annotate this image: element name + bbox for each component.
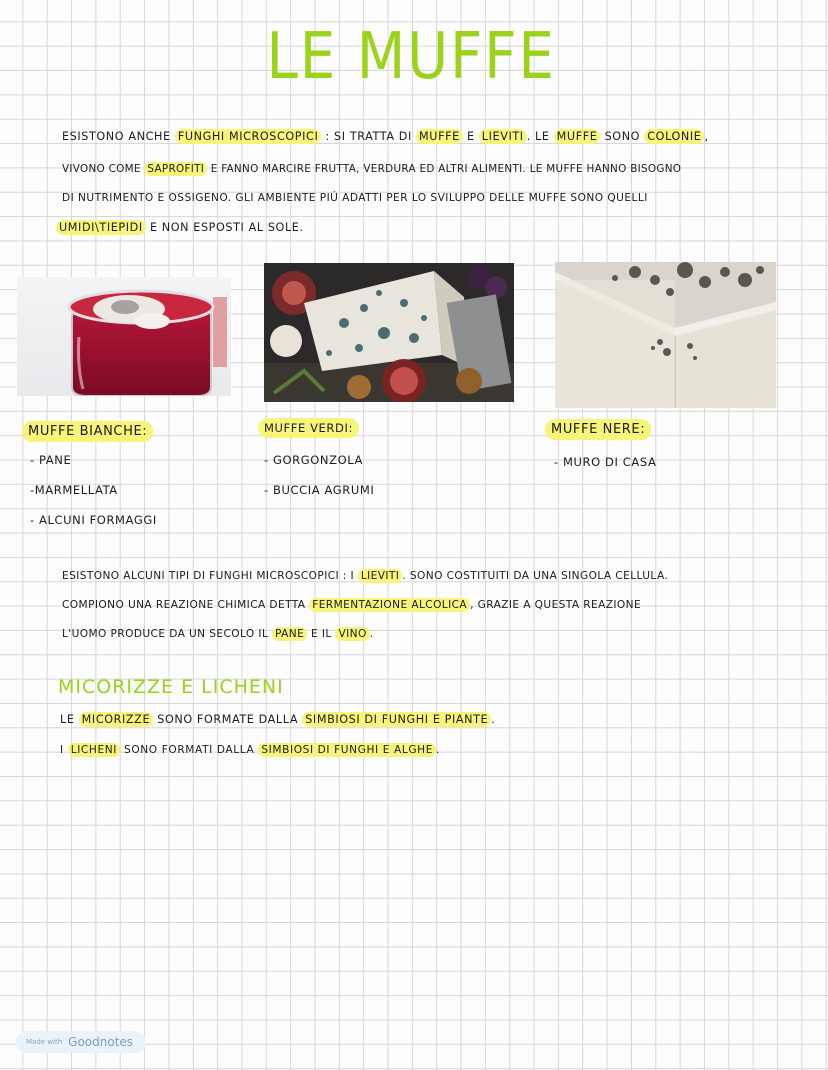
brand-label: Goodnotes [68,1035,134,1049]
micorizze-line: LE MICORIZZE SONO FORMATE DALLA SIMBIOSI DI FUNGHI E PIANTE . [60,713,496,726]
yeast-line-1: ESISTONO ALCUNI TIPI DI FUNGHI MICROSCOPICI : I LIEVITI . SONO COSTITUITI DA UNA SINGOLA CELLULA. [62,570,669,582]
list-green-item: - GORGONZOLA [264,453,363,467]
jam-mould-photo [17,277,231,396]
intro-line-1: ESISTONO ANCHE FUNGHI MICROSCOPICI : SI TRATTA DI MUFFE E LIEVITI . LE MUFFE SONO COLONIE , [62,130,709,143]
list-white-item: - ALCUNI FORMAGGI [30,513,157,527]
intro-line-4: UMIDI\TIEPIDI E NON ESPOSTI AL SOLE. [56,222,304,233]
list-white-item: -MARMELLATA [30,483,118,497]
goodnotes-badge [16,1031,146,1053]
made-with-label: Made with [26,1038,63,1046]
intro-line-2: VIVONO COME SAPROFITI E FANNO MARCIRE FRUTTA, VERDURA ED ALTRI ALIMENTI. LE MUFFE HANNO BISOGNO [62,163,682,175]
licheni-line: I LICHENI SONO FORMATI DALLA SIMBIOSI DI FUNGHI E ALGHE . [60,744,440,756]
list-black-item: - MURO DI CASA [554,455,657,469]
yeast-line-3: L'UOMO PRODUCE DA UN SECOLO IL PANE E IL VINO . [62,628,374,640]
list-green-item: - BUCCIA AGRUMI [264,483,375,497]
section-title-micorizze: MICORIZZE E LICHENI [58,676,284,698]
list-black-heading: MUFFE NERE: [545,422,651,437]
list-green-heading: MUFFE VERDI: [258,421,359,435]
list-white-heading: MUFFE BIANCHE: [22,424,153,439]
list-white-item: - PANE [30,453,72,467]
gorgonzola-photo [264,263,514,402]
yeast-line-2: COMPIONO UNA REAZIONE CHIMICA DETTA FERMENTAZIONE ALCOLICA , GRAZIE A QUESTA REAZIONE [62,599,642,611]
page-title: LE MUFFE [266,20,556,94]
intro-line-3: DI NUTRIMENTO E OSSIGENO. GLI AMBIENTE PIÚ ADATTI PER LO SVILUPPO DELLE MUFFE SONO QUELLI [62,192,648,204]
wall-mould-photo [555,262,776,408]
